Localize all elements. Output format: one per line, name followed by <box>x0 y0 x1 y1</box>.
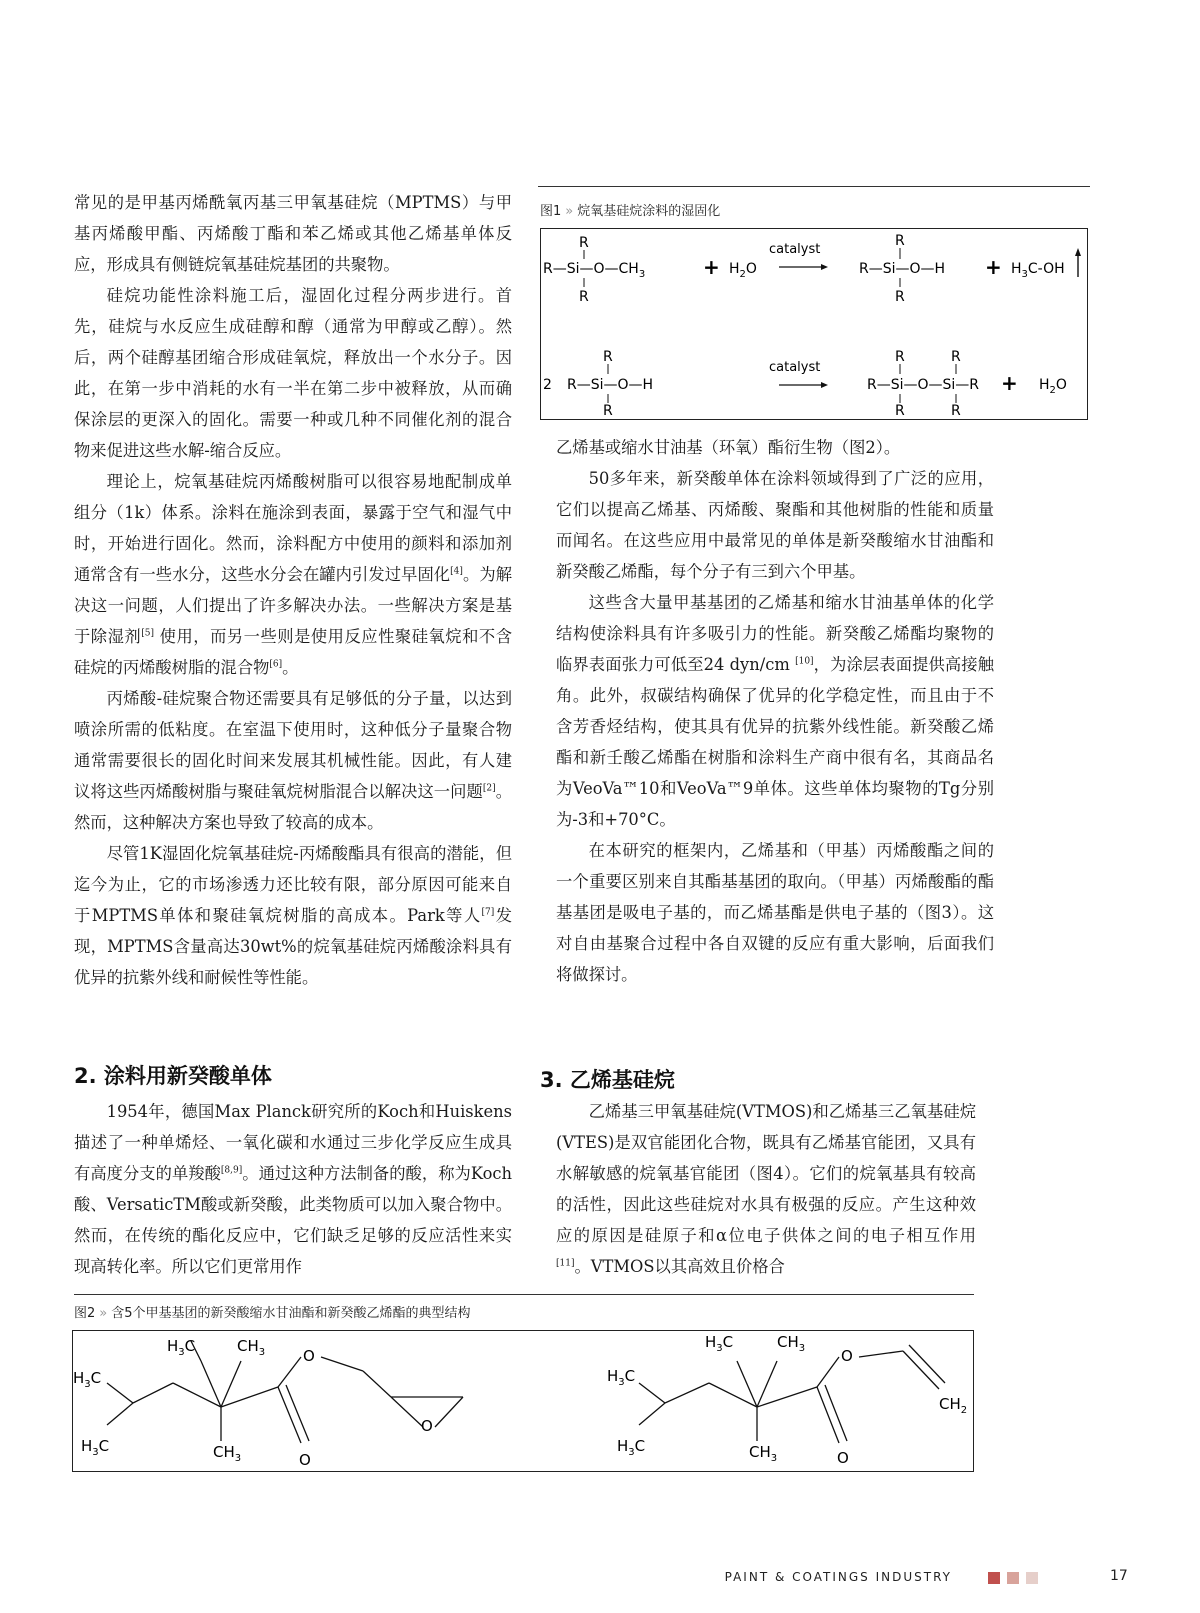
paragraph-molecular-weight: 丙烯酸-硅烷聚合物还需要具有足够低的分子量，以达到喷涂所需的低粘度。在室温下使用时，这种低分子量聚合物通常需要很长的固化时间来发展其机械性能。因此，有人建议将这些丙烯酸树脂与聚硅氧烷树脂混合以解决这一问题[2]。然而，这种解决方案也导致了较高的成本。 <box>74 689 512 832</box>
r-group-label: R <box>895 233 905 249</box>
citation: [5] <box>141 628 154 639</box>
r-group-label: R <box>951 349 961 365</box>
paragraph-neodecanoic-monomers: 50多年来，新癸酸单体在涂料领域得到了广泛的应用，它们以提高乙烯基、丙烯酸、聚酯和其他树脂的性能和质量而闻名。在这些应用中最常见的单体是新癸酸缩水甘油酯和新癸酸乙烯酯，每个分子有三到六个甲基。 <box>556 469 994 581</box>
r-group-label: R <box>603 403 613 419</box>
r-group-label: R <box>895 403 905 419</box>
figure-1-reaction-scheme <box>541 229 1087 419</box>
plus-sign: + <box>1001 371 1018 395</box>
carbonyl-oxygen: O <box>837 1449 849 1467</box>
chevron-separator-icon: » <box>99 1306 108 1321</box>
r-group-label: R <box>579 289 589 305</box>
citation: [4] <box>450 566 463 577</box>
paragraph-market-potential: 尽管1K湿固化烷氧基硅烷-丙烯酸酯具有很高的潜能，但迄今为止，它的市场渗透力还比较有限，部分原因可能来自于MPTMS单体和聚硅氧烷树脂的高成本。Park等人[7]发现，MPTMS含量高达30wt%的烷氧基硅烷丙烯酸涂料具有优异的抗紫外线和耐候性等性能。 <box>74 844 512 987</box>
arrow-head-icon <box>821 382 828 388</box>
methyl-group-h3c: $H_3C$ <box>607 1367 636 1388</box>
methanol-formula: $H_3C-OH$ <box>1011 261 1065 280</box>
paragraph-mptms-copolymer: 常见的是甲基丙烯酰氧丙基三甲氧基硅烷（MPTMS）与甲基丙烯酸甲酯、丙烯酸丁酯和苯乙烯或其他乙烯基单体反应，形成具有侧链烷氧基硅烷基团的共聚物。 <box>74 193 512 274</box>
methyl-group-h3c: $H_3C$ <box>167 1337 196 1358</box>
figure-1-title: 烷氧基硅烷涂料的湿固化 <box>577 204 721 219</box>
paragraph-koch-acid: 1954年，德国Max Planck研究所的Koch和Huiskens描述了一种单烯烃、一氧化碳和水通过三步化学反应生成具有高度分支的单羧酸[8,9]。通过这种方法制备的酸，称为Koch酸、VersaticTM酸或新癸酸，此类物质可以加入聚合物中。然而，在传统的酯化反应中，它们缺乏足够的反应活性来实现高转化率。所以它们更常用作 <box>74 1102 512 1276</box>
section-3-heading: 3. 乙烯基硅烷 <box>540 1068 675 1092</box>
paragraph-moisture-cure: 硅烷功能性涂料施工后，湿固化过程分两步进行。首先，硅烷与水反应生成硅醇和醇（通常为甲醇或乙醇）。然后，两个硅醇基团缩合形成硅氧烷，释放出一个水分子。因此，在第一步中消耗的水有一半在第二步中被释放，从而确保涂层的更深入的固化。需要一种或几种不同催化剂的混合物来促进这些水解-缩合反应。 <box>74 286 512 460</box>
figure-2-number: 图2 <box>74 1306 96 1321</box>
citation: [11] <box>556 1258 575 1269</box>
product-silanol-chain: R—Si—O—H <box>859 261 946 277</box>
paragraph-veova-properties: 这些含大量甲基基团的乙烯基和缩水甘油基单体的化学结构使涂料具有许多吸引力的性能。新癸酸乙烯酯均聚物的临界表面张力可低至24 dyn/cm [10]，为涂层表面提供高接触角。此外，叔碳结构确保了优异的化学稳定性，而且由于不含芳香烃结构，使其具有优异的抗紫外线性能。新癸酸乙烯酯和新壬酸乙烯酯在树脂和涂料生产商中很有名，其商品名为VeoVa™10和VeoVa™9单体。这些单体均聚物的Tg分别为-3和+70°C。 <box>556 593 994 829</box>
r-group-label: R <box>895 349 905 365</box>
citation: [2] <box>482 783 496 794</box>
methyl-group-h3c: $H_3C$ <box>617 1437 646 1458</box>
paragraph-ester-derivatives: 乙烯基或缩水甘油基（环氧）酯衍生物（图2）。 <box>556 438 901 457</box>
left-column <box>74 187 512 993</box>
r-group-label: R <box>951 403 961 419</box>
arrow-head-icon <box>821 264 828 270</box>
methyl-group-h3c: $H_3C$ <box>705 1333 734 1354</box>
water-formula: $H_2O$ <box>729 261 757 280</box>
methyl-group-ch3: $CH_3$ <box>777 1333 806 1354</box>
vinyl-neodecanoate-structure <box>639 1345 945 1443</box>
epoxide-oxygen: O <box>421 1417 433 1435</box>
product-siloxane-chain: R—Si—O—Si—R <box>867 377 980 393</box>
methyl-group-h3c: $H_3C$ <box>81 1437 110 1458</box>
ester-oxygen: O <box>841 1347 853 1365</box>
paragraph-ester-orientation: 在本研究的框架内，乙烯基和（甲基）丙烯酸酯之间的一个重要区别来自其酯基基团的取向。（甲基）丙烯酸酯的酯基基团是吸电子基的，而乙烯基酯是供电子基的（图3）。这对自由基聚合过程中各自双键的反应有重大影响，后面我们将做探讨。 <box>556 841 994 984</box>
section-3-body <box>556 1096 976 1282</box>
coefficient-2: 2 <box>543 377 552 393</box>
figure-2-structures <box>73 1331 973 1471</box>
ester-oxygen: O <box>303 1347 315 1365</box>
chevron-separator-icon: » <box>565 204 574 219</box>
footer-square-icon <box>988 1572 1000 1584</box>
reactant-1-chain: $R—Si—O—CH_3$ <box>543 261 646 280</box>
methyl-group-h3c: $H_3C$ <box>73 1369 102 1390</box>
water-formula: $H_2O$ <box>1039 377 1067 396</box>
methyl-group-ch3: $CH_3$ <box>749 1443 778 1464</box>
citation: [10] <box>795 656 814 667</box>
figure-1-caption <box>540 200 720 219</box>
paragraph-vinyl-silanes: 乙烯基三甲氧基硅烷(VTMOS)和乙烯基三乙氧基硅烷(VTES)是双官能团化合物，既具有乙烯基官能团，又具有水解敏感的烷氧基官能团（图4）。它们的烷氧基具有较高的活性，因此这些硅烷对水具有极强的反应。产生这种效应的原因是硅原子和α位电子供体之间的电子相互作用[11]。VTMOS以其高效且价格合 <box>556 1102 976 1276</box>
figure-1-number: 图1 <box>540 204 562 219</box>
footer-square-icon <box>1026 1572 1038 1584</box>
figure-2-caption <box>74 1302 471 1321</box>
reactant-2-silanol-chain: R—Si—O—H <box>567 377 654 393</box>
citation: [8,9] <box>220 1165 243 1176</box>
methyl-group-ch3: $CH_3$ <box>237 1337 266 1358</box>
r-group-label: R <box>579 235 589 251</box>
catalyst-label: catalyst <box>769 242 821 257</box>
journal-name: PAINT & COATINGS INDUSTRY <box>724 1570 952 1584</box>
glycidyl-neodecanoate-structure <box>107 1341 463 1443</box>
page-footer <box>0 1570 1200 1600</box>
figure-2-structure-box <box>72 1330 974 1472</box>
figure-2-top-rule <box>74 1294 974 1295</box>
plus-sign: + <box>985 255 1002 279</box>
figure-1-top-rule <box>538 186 1090 187</box>
section-2-heading: 2. 涂料用新癸酸单体 <box>74 1064 272 1088</box>
catalyst-label: catalyst <box>769 360 821 375</box>
right-column <box>556 432 994 990</box>
figure-2-title: 含5个甲基基团的新癸酸缩水甘油酯和新癸酸乙烯酯的典型结构 <box>111 1306 471 1321</box>
citation: [6] <box>269 659 283 670</box>
section-2-body <box>74 1096 512 1282</box>
r-group-label: R <box>895 289 905 305</box>
vinyl-ch2: $CH_2$ <box>939 1395 968 1416</box>
figure-1-reaction-box <box>540 228 1088 420</box>
r-group-label: R <box>603 349 613 365</box>
plus-sign: + <box>703 255 720 279</box>
footer-square-icon <box>1007 1572 1019 1584</box>
arrow-up-icon <box>1075 248 1081 256</box>
carbonyl-oxygen: O <box>299 1451 311 1469</box>
methyl-group-ch3: $CH_3$ <box>213 1443 242 1464</box>
paragraph-1k-system: 理论上，烷氧基硅烷丙烯酸树脂可以很容易地配制成单组分（1k）体系。涂料在施涂到表面，暴露于空气和湿气中时，开始进行固化。然而，涂料配方中使用的颜料和添加剂通常含有一些水分，这些水分会在罐内引发过早固化[4]。为解决这一问题，人们提出了许多解决办法。一些解决方案是基于除湿剂[5] 使用，而另一些则是使用反应性聚硅氧烷和不含硅烷的丙烯酸树脂的混合物[6]。 <box>74 472 512 677</box>
page-number: 17 <box>1110 1568 1128 1584</box>
citation: [7] <box>481 907 495 918</box>
